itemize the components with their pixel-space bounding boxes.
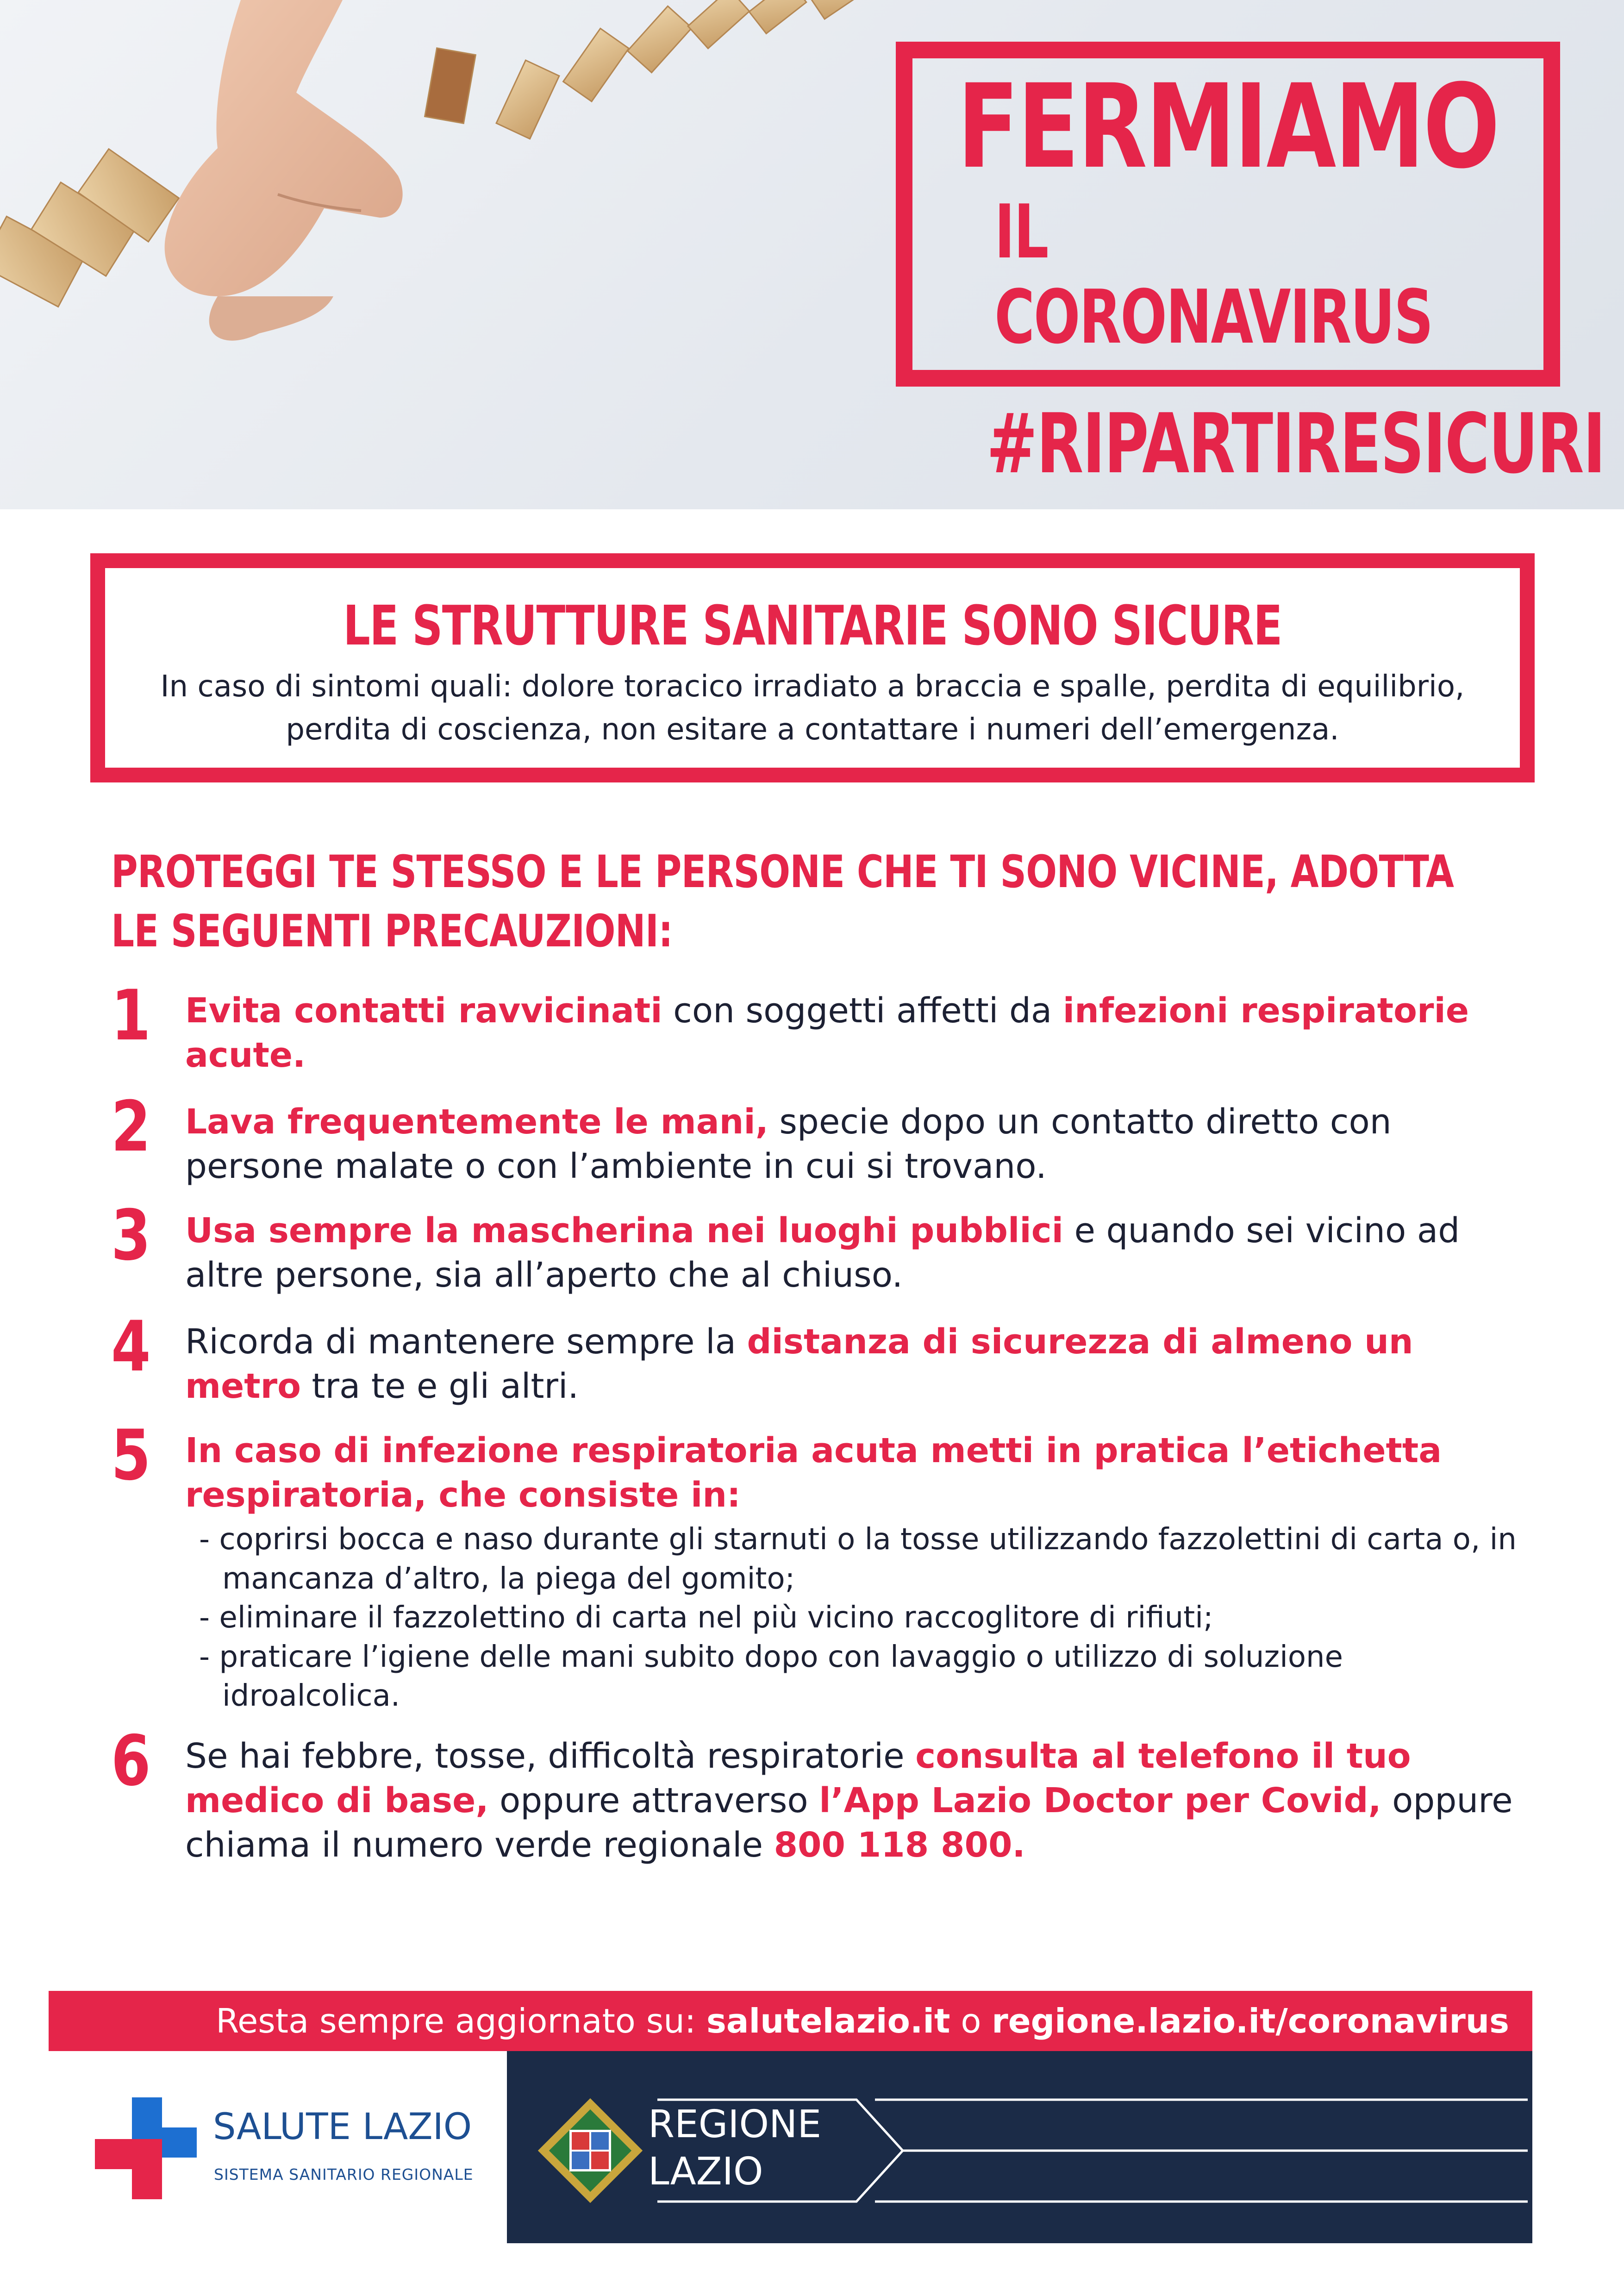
highlight: In caso di infezione respiratoria acuta metti in pratica l’etichetta respiratoria, che consiste in: xyxy=(185,1431,1442,1515)
salute-lazio-name: SALUTE LAZIO xyxy=(213,2106,472,2148)
item-text xyxy=(185,988,1528,1077)
highlight: Lava frequentemente le mani, xyxy=(185,1102,768,1142)
regione-lazio-name-line-1: REGIONE xyxy=(648,2102,822,2146)
bullet-item: - praticare l’igiene delle mani subito dopo con lavaggio o utilizzo di soluzione idroalcolica. xyxy=(199,1639,1343,1714)
salute-lazio-subtitle: SISTEMA SANITARIO REGIONALE xyxy=(214,2165,474,2183)
item-number: 2 xyxy=(111,1087,151,1167)
notice-text: In caso di sintomi quali: dolore toracico irradiato a braccia e spalle, perdita di equilibrio, perdita di coscienza, non esitare a contattare i numeri dell’emergenza. xyxy=(160,669,1465,747)
footer-separator: o xyxy=(950,2002,992,2040)
link-regione-lazio[interactable]: regione.lazio.it/coronavirus xyxy=(992,2002,1509,2040)
salute-lazio-cross-icon xyxy=(95,2097,197,2199)
item-text xyxy=(185,1208,1528,1297)
text-run: e quando sei vicino ad altre persone, sia all’aperto che al chiuso. xyxy=(185,1211,1460,1295)
item-number: 1 xyxy=(111,976,151,1056)
item-text xyxy=(185,1734,1528,1868)
notice-title: LE STRUTTURE SANITARIE SONO SICURE xyxy=(343,594,1282,657)
bullet-item: - eliminare il fazzolettino di carta nel più vicino raccoglitore di rifiuti; xyxy=(199,1601,1213,1635)
highlight: Usa sempre la mascherina nei luoghi pubblici xyxy=(185,1211,1063,1251)
text-run: tra te e gli altri. xyxy=(301,1366,579,1407)
hand-shape xyxy=(165,0,403,341)
footer-prefix: Resta sempre aggiornato su: xyxy=(216,2002,707,2040)
title-line-1: FERMIAMO xyxy=(957,59,1499,194)
domino-hand-illustration xyxy=(0,0,880,509)
highlight: Evita contatti ravvicinati xyxy=(185,991,662,1031)
item-text xyxy=(185,1100,1528,1189)
phone-number: 800 118 800. xyxy=(774,1825,1025,1865)
hashtag: #RIPARTIRESICURI xyxy=(986,396,1605,492)
text-run: Ricorda di mantenere sempre la xyxy=(185,1322,747,1362)
domino-blocks xyxy=(0,0,863,307)
regione-lazio-name-line-2: LAZIO xyxy=(648,2150,763,2194)
text-run: specie dopo un contatto diretto con persone malate o con l’ambiente in cui si trovano. xyxy=(185,1102,1392,1187)
footer-bar xyxy=(49,1991,1532,2051)
item-text xyxy=(185,1428,1528,1716)
item-number: 5 xyxy=(111,1415,151,1496)
text-run: Se hai febbre, tosse, difficoltà respiratorie xyxy=(185,1736,916,1776)
title-frame xyxy=(896,42,1560,387)
link-salutelazio[interactable]: salutelazio.it xyxy=(706,2002,950,2040)
item-text xyxy=(185,1320,1528,1408)
text-run: oppure attraverso xyxy=(488,1781,819,1821)
item-number: 3 xyxy=(111,1195,151,1276)
notice-box xyxy=(90,553,1535,782)
title-line-2: IL CORONAVIRUS xyxy=(994,188,1433,360)
item-number: 6 xyxy=(111,1721,151,1802)
bullet-list xyxy=(185,1520,1528,1715)
text-run: con soggetti affetti da xyxy=(662,991,1063,1031)
hero-banner xyxy=(0,0,1624,509)
precautions-heading xyxy=(111,843,1500,961)
highlight: l’App Lazio Doctor per Covid, xyxy=(819,1781,1381,1821)
precautions-heading-line-2: LE SEGUENTI PRECAUZIONI: xyxy=(111,905,673,957)
regione-lazio-crest-icon xyxy=(532,2093,648,2208)
highlight: distanza di sicurezza di almeno un metro xyxy=(185,1322,1413,1407)
item-number: 4 xyxy=(111,1307,151,1387)
highlight: infezioni respiratorie acute. xyxy=(185,991,1469,1076)
highlight: consulta al telefono il tuo medico di base, xyxy=(185,1736,1411,1821)
precautions-heading-line-1: PROTEGGI TE STESSO E LE PERSONE CHE TI SONO VICINE, ADOTTA xyxy=(111,846,1454,898)
text-run: oppure chiama il numero verde regionale xyxy=(185,1781,1513,1865)
bullet-item: - coprirsi bocca e naso durante gli starnuti o la tosse utilizzando fazzolettini di carta o, in mancanza d’altro, la piega del gomito; xyxy=(199,1522,1517,1596)
